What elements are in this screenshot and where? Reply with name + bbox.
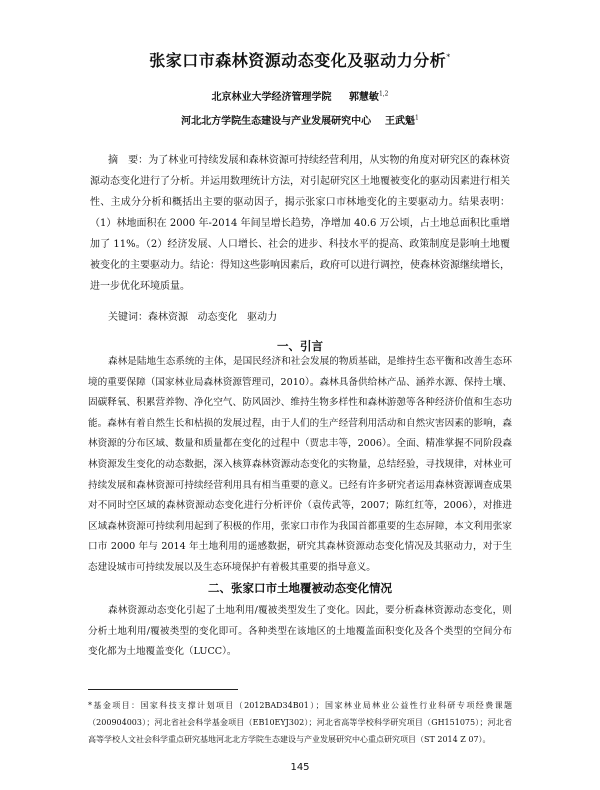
- author-affiliation: 北京林业大学经济管理学院: [211, 92, 332, 103]
- section-body-land-cover: 森林资源动态变化引起了土地利用/覆被类型发生了变化。因此，要分析森林资源动态变化，则分析土地利用/覆被类型的变化即可。各种类型在该地区的土地覆盖面积变化及各个类型的空间分布变化都为土地覆盖变化（LUCC）。: [88, 605, 512, 658]
- title-footnote-mark: *: [446, 52, 451, 62]
- paper-title: [0, 48, 600, 71]
- author-name: 郭慧敏: [348, 92, 379, 103]
- author-name: 王武魁: [385, 116, 416, 127]
- keyword-item: 动态变化: [197, 312, 238, 323]
- abstract-label: 摘 要：: [108, 155, 149, 166]
- author-sup: 1: [415, 114, 419, 122]
- section-heading-land-cover: 二、张家口市土地覆被动态变化情况: [208, 581, 392, 595]
- abstract: [90, 150, 510, 297]
- author-line-1: [0, 88, 600, 103]
- author-line-2: [0, 112, 600, 127]
- section-heading-introduction: 一、引言: [277, 339, 323, 353]
- footnote-divider: [88, 689, 238, 690]
- author-sup: 1,2: [378, 90, 389, 98]
- title-text: 张家口市森林资源动态变化及驱动力分析: [149, 51, 447, 70]
- page-number: 145: [290, 762, 310, 773]
- section-body-introduction: 森林是陆地生态系统的主体，是国民经济和社会发展的物质基础，是维持生态平衡和改善生态环境的重要保障（国家林业局森林资源管理司，2010）。森林具备供给林产品、涵养水源、保持土壤、固碳释氧、积累营养物、净化空气、防风固沙、维持生物多样性和森林游憩等各种经济价值和生态功能。森林有着自然生长和枯损的发展过程，由于人们的生产经营利用活动和自然灾害因素的影响，森林资源的分布区域、数量和质量都在变化的过程中（贾忠丰等，2006）。全面、精准掌握不同阶段森林资源发生变化的动态数据，深入核算森林资源动态变化的实物量，总结经验，寻找规律，对林业可持续发展和森林资源可持续经营利用具有相当重要的意义。已经有许多研究者运用森林资源调查成果对不同时空区域的森林资源动态变化进行分析评价（袁传武等，2007；陈红红等，2006），对推进区域森林资源可持续利用起到了积极的作用，张家口市作为我国首都重要的生态屏障，本文利用张家口市 2000 年与 2014 年土地利用的遥感数据，研究其森林资源动态变化情况及其驱动力，对于生态建设城市可持续发展以及生态环境保护有着极其重要的指导意义。: [88, 356, 512, 573]
- abstract-text: 为了林业可持续发展和森林资源可持续经营利用，从实物的角度对研究区的森林资源动态变化进行了分析。并运用数理统计方法，对引起研究区土地覆被变化的驱动因素进行相关性、主成分分析和概括出主要的驱动因子，揭示张家口市林地变化的主要驱动力。结果表明：（1）林地面积在 2000 年-2014 年间呈增长趋势，净增加 40.6 万公顷，占土地总面积比重增加了 11%。（2）经济发展、人口增长、社会的进步、科技水平的提高、政策制度是影响土地覆被变化的主要驱动力。结论：得知这些影响因素后，政府可以进行调控，使森林资源继续增长，进一步优化环境质量。: [90, 155, 511, 292]
- keywords: [108, 308, 277, 323]
- author-affiliation: 河北北方学院生态建设与产业发展研究中心: [181, 116, 372, 127]
- keyword-item: 驱动力: [247, 312, 278, 323]
- keywords-label: 关键词：: [108, 312, 148, 323]
- keyword-item: 森林资源: [148, 312, 188, 323]
- funding-footnote: *基金项目：国家科技支撑计划项目（2012BAD34B01）；国家林业局林业公益性行业科研专项经费课题（200904003）；河北省社会科学基金项目（EB10EYJ302）；河北省高等学校科学研究项目（GH151075）；河北省高等学校人文社会科学重点研究基地河北北方学院生态建设与产业发展研究中心重点研究项目（ST 2014 Z 07）。: [88, 701, 512, 744]
